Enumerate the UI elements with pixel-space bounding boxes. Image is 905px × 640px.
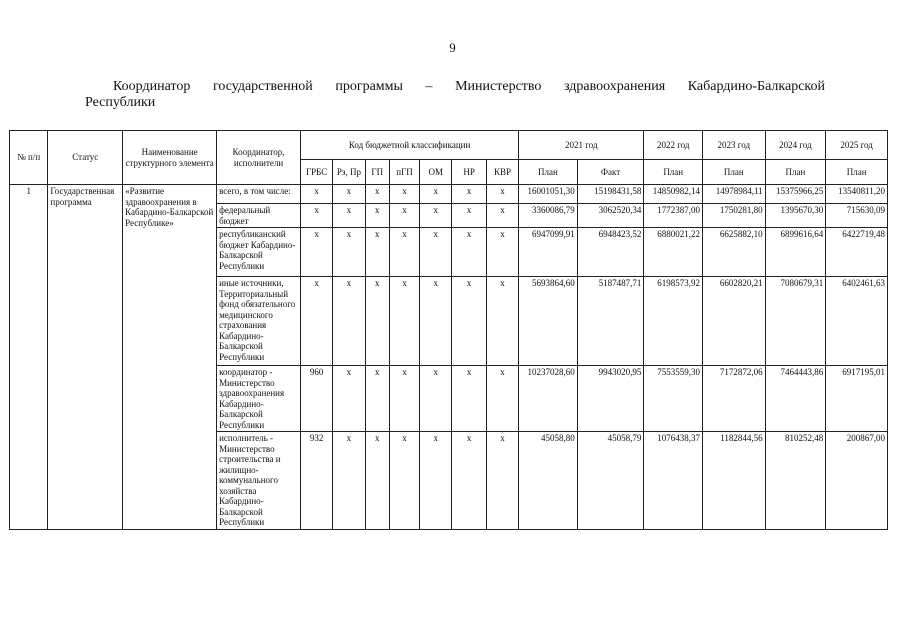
value-cell: 6948423,52: [577, 228, 644, 277]
header-2024: 2024 год: [765, 131, 826, 160]
program-status: Государственная программа: [48, 185, 123, 530]
executor-cell: иные источники, Территориальный фонд обязательного медицинского страхования Кабардино-Балкарской Республики: [217, 277, 301, 366]
value-cell: 15375966,25: [765, 185, 826, 204]
header-status: Статус: [48, 131, 123, 185]
header-gp: ГП: [365, 160, 389, 185]
header-2021: 2021 год: [519, 131, 644, 160]
code-cell: х: [486, 185, 518, 204]
code-cell: х: [300, 277, 332, 366]
code-cell: х: [389, 204, 419, 228]
code-cell: х: [420, 228, 452, 277]
heading-word: государственной: [212, 79, 313, 94]
value-cell: 3360086,79: [519, 204, 578, 228]
code-cell: х: [452, 204, 486, 228]
code-cell: х: [389, 185, 419, 204]
executor-cell: координатор - Министерство здравоохранения Кабардино-Балкарской Республики: [217, 366, 301, 432]
value-cell: 5693864,60: [519, 277, 578, 366]
header-plan: План: [703, 160, 766, 185]
budget-table: [9, 130, 888, 530]
value-cell: 7172872,06: [703, 366, 766, 432]
code-cell: х: [389, 228, 419, 277]
executor-cell: исполнитель - Министерство строительства и жилищно-коммунального хозяйства Кабардино-Балкарской Республики: [217, 432, 301, 530]
value-cell: 6899616,64: [765, 228, 826, 277]
heading-word: Министерство: [455, 79, 542, 94]
heading-line-2: Республики: [85, 95, 156, 110]
code-cell: х: [420, 277, 452, 366]
code-cell: х: [365, 432, 389, 530]
code-cell: х: [333, 277, 365, 366]
executor-cell: республиканский бюджет Кабардино-Балкарской Республики: [217, 228, 301, 277]
value-cell: 3062520,34: [577, 204, 644, 228]
value-cell: 45058,79: [577, 432, 644, 530]
header-plan: План: [826, 160, 888, 185]
value-cell: 13540811,20: [826, 185, 888, 204]
code-cell: х: [486, 432, 518, 530]
code-cell: х: [365, 277, 389, 366]
heading-word: Кабардино-Балкарской: [687, 79, 825, 94]
value-cell: 45058,80: [519, 432, 578, 530]
code-cell: х: [486, 277, 518, 366]
value-cell: 6917195,01: [826, 366, 888, 432]
value-cell: 1076438,37: [644, 432, 703, 530]
value-cell: 5187487,71: [577, 277, 644, 366]
code-cell: х: [300, 228, 332, 277]
code-cell: х: [365, 204, 389, 228]
code-cell: х: [300, 185, 332, 204]
code-cell: х: [365, 228, 389, 277]
document-heading: [85, 79, 825, 111]
header-om: ОМ: [420, 160, 452, 185]
header-pgp: пГП: [389, 160, 419, 185]
value-cell: 16001051,30: [519, 185, 578, 204]
header-rz-pr: Рз, Пр: [333, 160, 365, 185]
value-cell: 14978984,11: [703, 185, 766, 204]
value-cell: 1772387,00: [644, 204, 703, 228]
value-cell: 6402461,63: [826, 277, 888, 366]
code-cell: х: [333, 432, 365, 530]
value-cell: 6198573,92: [644, 277, 703, 366]
header-kvr: КВР: [486, 160, 518, 185]
program-name: «Развитие здравоохранения в Кабардино-Балкарской Республике»: [123, 185, 217, 530]
code-cell: х: [365, 185, 389, 204]
code-cell: х: [452, 185, 486, 204]
value-cell: 10237028,60: [519, 366, 578, 432]
value-cell: 1395670,30: [765, 204, 826, 228]
code-cell: х: [333, 185, 365, 204]
code-cell: х: [389, 432, 419, 530]
header-plan: План: [519, 160, 578, 185]
header-plan: План: [644, 160, 703, 185]
heading-word: программы: [335, 79, 403, 94]
code-cell: х: [333, 366, 365, 432]
value-cell: 7080679,31: [765, 277, 826, 366]
value-cell: 715630,09: [826, 204, 888, 228]
header-coordinator: Координатор, исполнители: [217, 131, 301, 185]
code-cell: х: [452, 277, 486, 366]
value-cell: 6422719,48: [826, 228, 888, 277]
code-cell: 932: [300, 432, 332, 530]
row-number: 1: [10, 185, 48, 530]
value-cell: 14850982,14: [644, 185, 703, 204]
header-fact: Факт: [577, 160, 644, 185]
value-cell: 1182844,56: [703, 432, 766, 530]
header-2022: 2022 год: [644, 131, 703, 160]
table-row: [10, 185, 888, 204]
code-cell: х: [333, 228, 365, 277]
value-cell: 7464443,86: [765, 366, 826, 432]
code-cell: х: [486, 228, 518, 277]
executor-cell: всего, в том числе:: [217, 185, 301, 204]
value-cell: 6947099,91: [519, 228, 578, 277]
executor-cell: федеральный бюджет: [217, 204, 301, 228]
code-cell: х: [420, 185, 452, 204]
value-cell: 810252,48: [765, 432, 826, 530]
value-cell: 6602820,21: [703, 277, 766, 366]
code-cell: х: [452, 432, 486, 530]
header-plan: План: [765, 160, 826, 185]
code-cell: х: [420, 204, 452, 228]
value-cell: 15198431,58: [577, 185, 644, 204]
header-2025: 2025 год: [826, 131, 888, 160]
code-cell: х: [486, 204, 518, 228]
code-cell: х: [486, 366, 518, 432]
code-cell: х: [300, 204, 332, 228]
code-cell: х: [420, 432, 452, 530]
header-2023: 2023 год: [703, 131, 766, 160]
header-kbk: Код бюджетной классификации: [300, 131, 518, 160]
code-cell: х: [389, 366, 419, 432]
code-cell: х: [452, 228, 486, 277]
heading-word: здравоохранения: [564, 79, 666, 94]
value-cell: 1750281,80: [703, 204, 766, 228]
value-cell: 6880021,22: [644, 228, 703, 277]
value-cell: 7553559,30: [644, 366, 703, 432]
code-cell: 960: [300, 366, 332, 432]
code-cell: х: [365, 366, 389, 432]
header-grbs: ГРБС: [300, 160, 332, 185]
header-name: Наименование структурного элемента: [123, 131, 217, 185]
value-cell: 200867,00: [826, 432, 888, 530]
code-cell: х: [420, 366, 452, 432]
heading-word: Координатор: [113, 79, 191, 94]
code-cell: х: [452, 366, 486, 432]
heading-word: –: [425, 79, 433, 94]
header-num: № п/п: [10, 131, 48, 185]
code-cell: х: [389, 277, 419, 366]
value-cell: 6625882,10: [703, 228, 766, 277]
code-cell: х: [333, 204, 365, 228]
page-number: 9: [449, 40, 456, 55]
header-nr: НР: [452, 160, 486, 185]
value-cell: 9943020,95: [577, 366, 644, 432]
